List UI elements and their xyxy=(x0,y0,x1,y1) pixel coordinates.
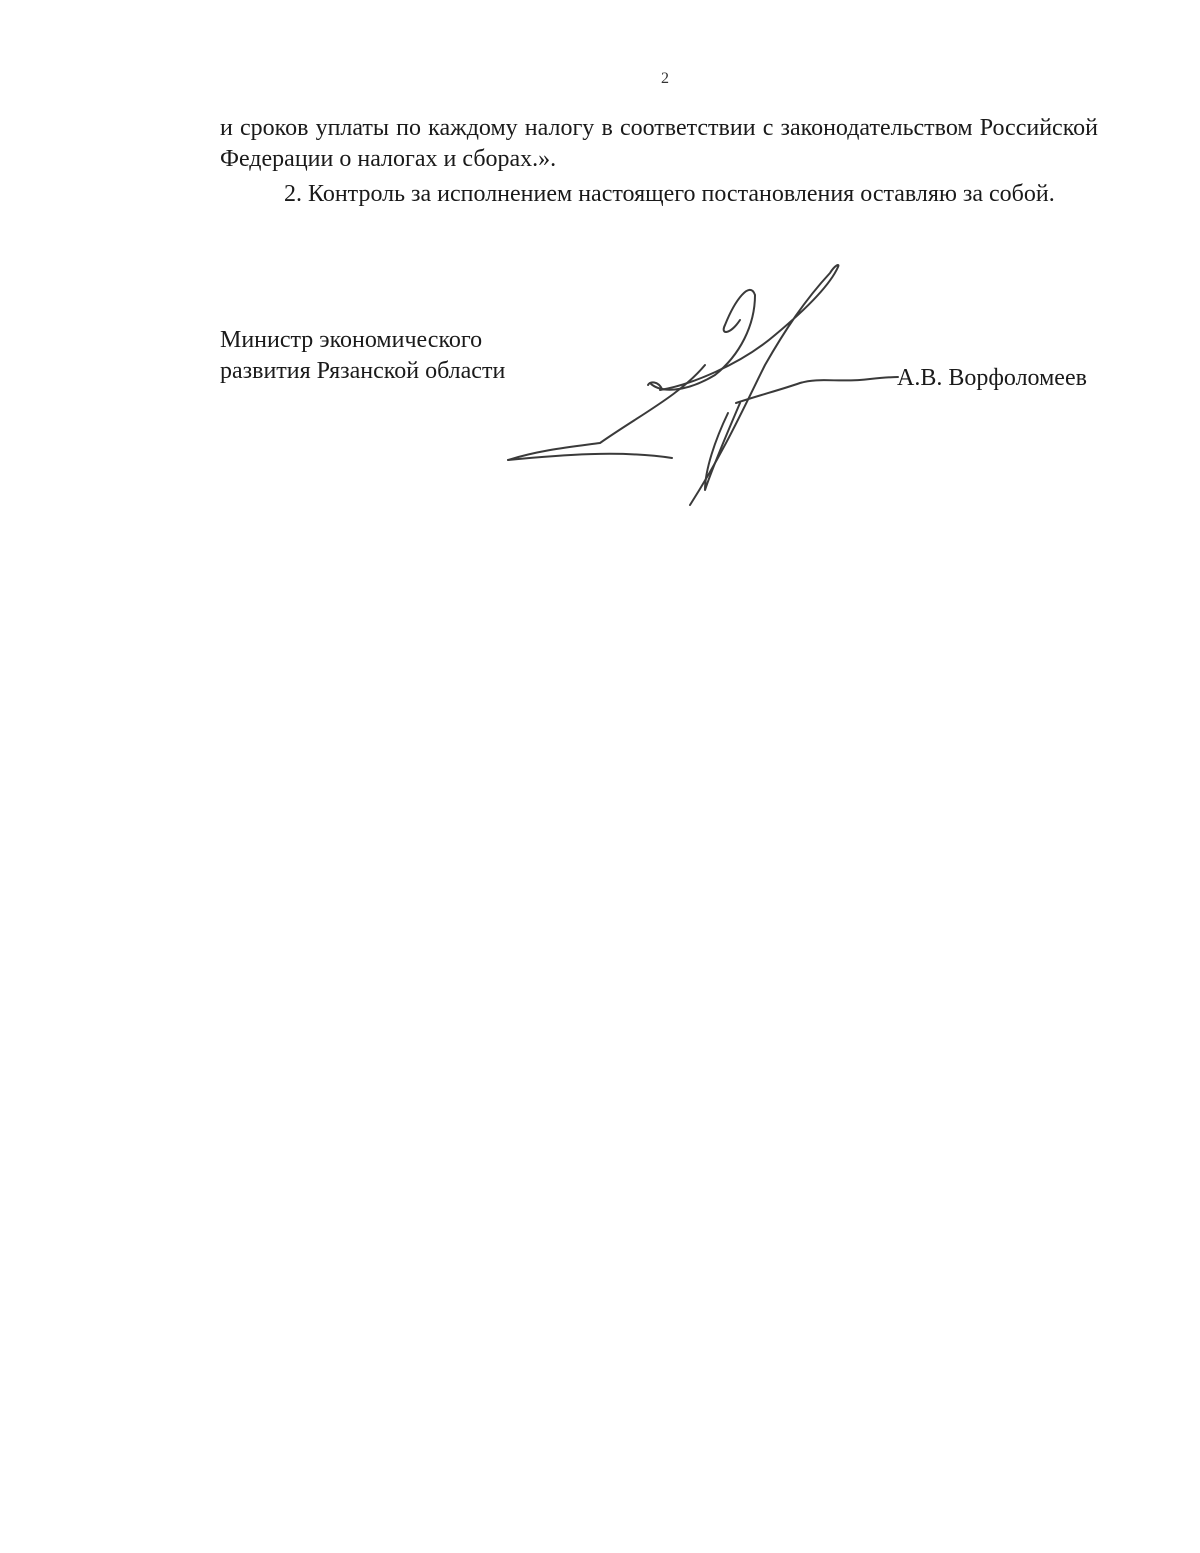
signatory-title-line-1: Министр экономического xyxy=(220,327,483,353)
handwritten-signature xyxy=(500,255,900,515)
signatory-title-line-2: развития Рязанской области xyxy=(220,358,506,384)
page-number: 2 xyxy=(661,70,669,87)
body-text xyxy=(220,113,1098,210)
paragraph-continuation: и сроков уплаты по каждому налогу в соответствии с законодательством Российской Федерации о налогах и сборах.». xyxy=(220,115,1098,172)
paragraph-control-clause: 2. Контроль за исполнением настоящего постановления оставляю за собой. xyxy=(284,181,1055,207)
signatory-name: А.В. Ворфоломеев xyxy=(897,365,1087,391)
signatory-title xyxy=(220,325,505,387)
